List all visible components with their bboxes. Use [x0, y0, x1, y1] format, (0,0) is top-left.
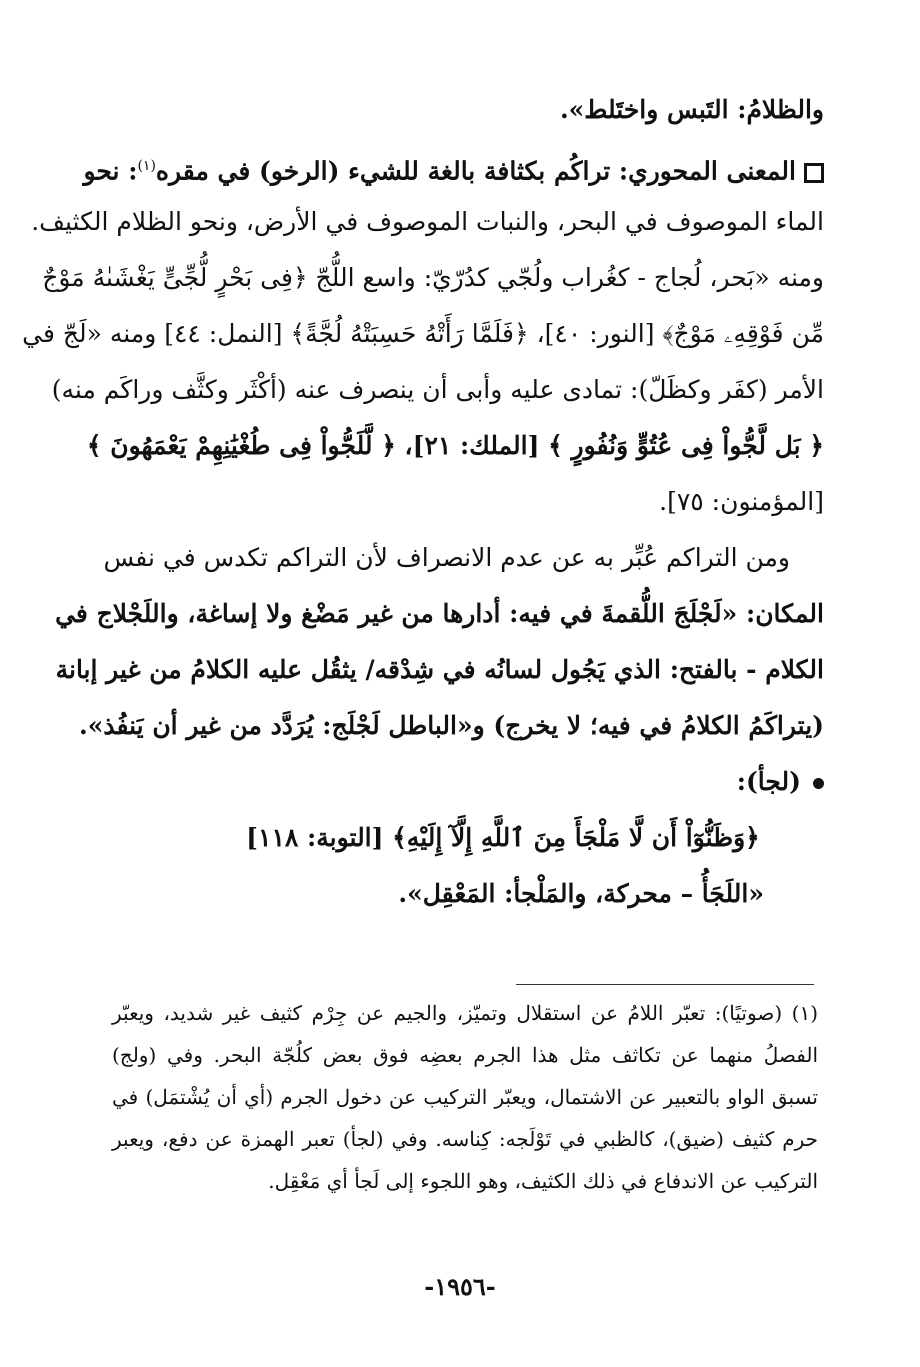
text-line: الماء الموصوف في البحر، والنبات الموصوف في الأرض، ونحو الظلام الكثيف.: [31, 207, 824, 236]
quran-verse: ﴿وَظَنُّوٓاْ أَن لَّا مَلْجَأَ مِنَ ٱللَّهِ إِلَّآ إِلَيْهِ﴾ [التوبة: ١١٨]: [246, 823, 760, 852]
text-line: [المؤمنون: ٧٥].: [659, 487, 824, 516]
footnotes: [112, 1000, 818, 1210]
footnote-divider: [516, 984, 814, 985]
footnote-line: حرم كثيف (ضيق)، كالظبي في تَوْلَجه: كِناسه. وفي (لجأ) تعبر الهمزة عن دفع، ويعبر: [112, 1127, 818, 1151]
definition-line: «اللَجَأُ – محركة، والمَلْجأ: المَعْقِل».: [398, 879, 764, 908]
entry-label: (لجأ):: [736, 767, 801, 796]
text-line: [83, 151, 824, 207]
text-line: والظلامُ: التَبس واختَلط».: [559, 95, 824, 124]
square-marker-icon: [804, 163, 824, 183]
text-line: ومنه «بَحر، لُجاج - كغُراب ولُجّي كدُرّيّ: واسع اللُّجّ ﴿فِى بَحْرٍ لُّجِّىٍّ يَغْشَىٰهُ مَوْجٌ: [42, 263, 824, 292]
entry-heading: [112, 767, 824, 823]
footnote-line: الفصلُ منهما عن تكاثف مثل هذا الجرم بعضِه فوق بعض كلُجّة البحر. وفي (ولج): [112, 1043, 818, 1067]
text-line: الأمر (كفَر وكظَلّ): تمادى عليه وأبى أن ينصرف عنه (أكْثَر وكثَّف وراكَم منه): [51, 375, 824, 404]
section-heading: المعنى المحوري: تراكُم بكثافة بالغة للشيء (الرخو) في مقره: [155, 156, 796, 186]
footnote-reference[interactable]: (١): [137, 158, 156, 174]
main-text: [22, 95, 824, 935]
text-line: الكلام - بالفتح: الذي يَجُول لسانُه في شِدْقه/ يثقُل عليه الكلامُ من غير إبانة: [55, 655, 824, 684]
footnote-line: (١) (صوتيًا): تعبّر اللامُ عن استقلال وتميّز، والجيم عن جِرْم كثيف غير شديد، ويعبّر: [112, 1001, 818, 1025]
section-heading-tail: : نحو: [83, 156, 138, 186]
footnote-line: تسبق الواو بالتعبير عن الاشتمال، ويعبّر التركيب عن دخول الجرم (أي أن يُشْتمَل) في: [112, 1085, 818, 1109]
text-line: ومن التراكم عُبِّر به عن عدم الانصراف لأن التراكم تكدس في نفس: [103, 543, 790, 572]
text-line: مِّن فَوْقِهِۦ مَوْجٌ﴾ [النور: ٤٠]، ﴿فَلَمَّا رَأَتْهُ حَسِبَتْهُ لُجَّةً﴾ [النمل: ٤٤] ومنه «لَجّ في: [22, 319, 824, 348]
footnote-line: التركيب عن الاندفاع في ذلك الكثيف، وهو اللجوء إلى لَجأ أي مَعْقِل.: [268, 1169, 818, 1193]
quran-verse-line: ﴿ بَل لَّجُّواْ فِى عُتُوٍّ وَنُفُورٍ ﴾ [الملك: ٢١]، ﴿ لَّلَجُّواْ فِى طُغْيَٰنِهِمْ يَعْمَهُونَ ﴾: [86, 431, 824, 460]
page-number: -١٩٥٦-: [424, 1272, 496, 1301]
text-line: المكان: «لَجْلَجَ اللُّقمةَ في فيه: أدارها من غير مَضْغ ولا إساغة، واللَجْلاج في: [55, 599, 824, 628]
text-line: (يتراكَمُ الكلامُ في فيه؛ لا يخرج) و«الباطل لَجْلَج: يُرَدَّد من غير أن يَنفُذ».: [79, 711, 824, 740]
bullet-icon: [813, 778, 824, 789]
